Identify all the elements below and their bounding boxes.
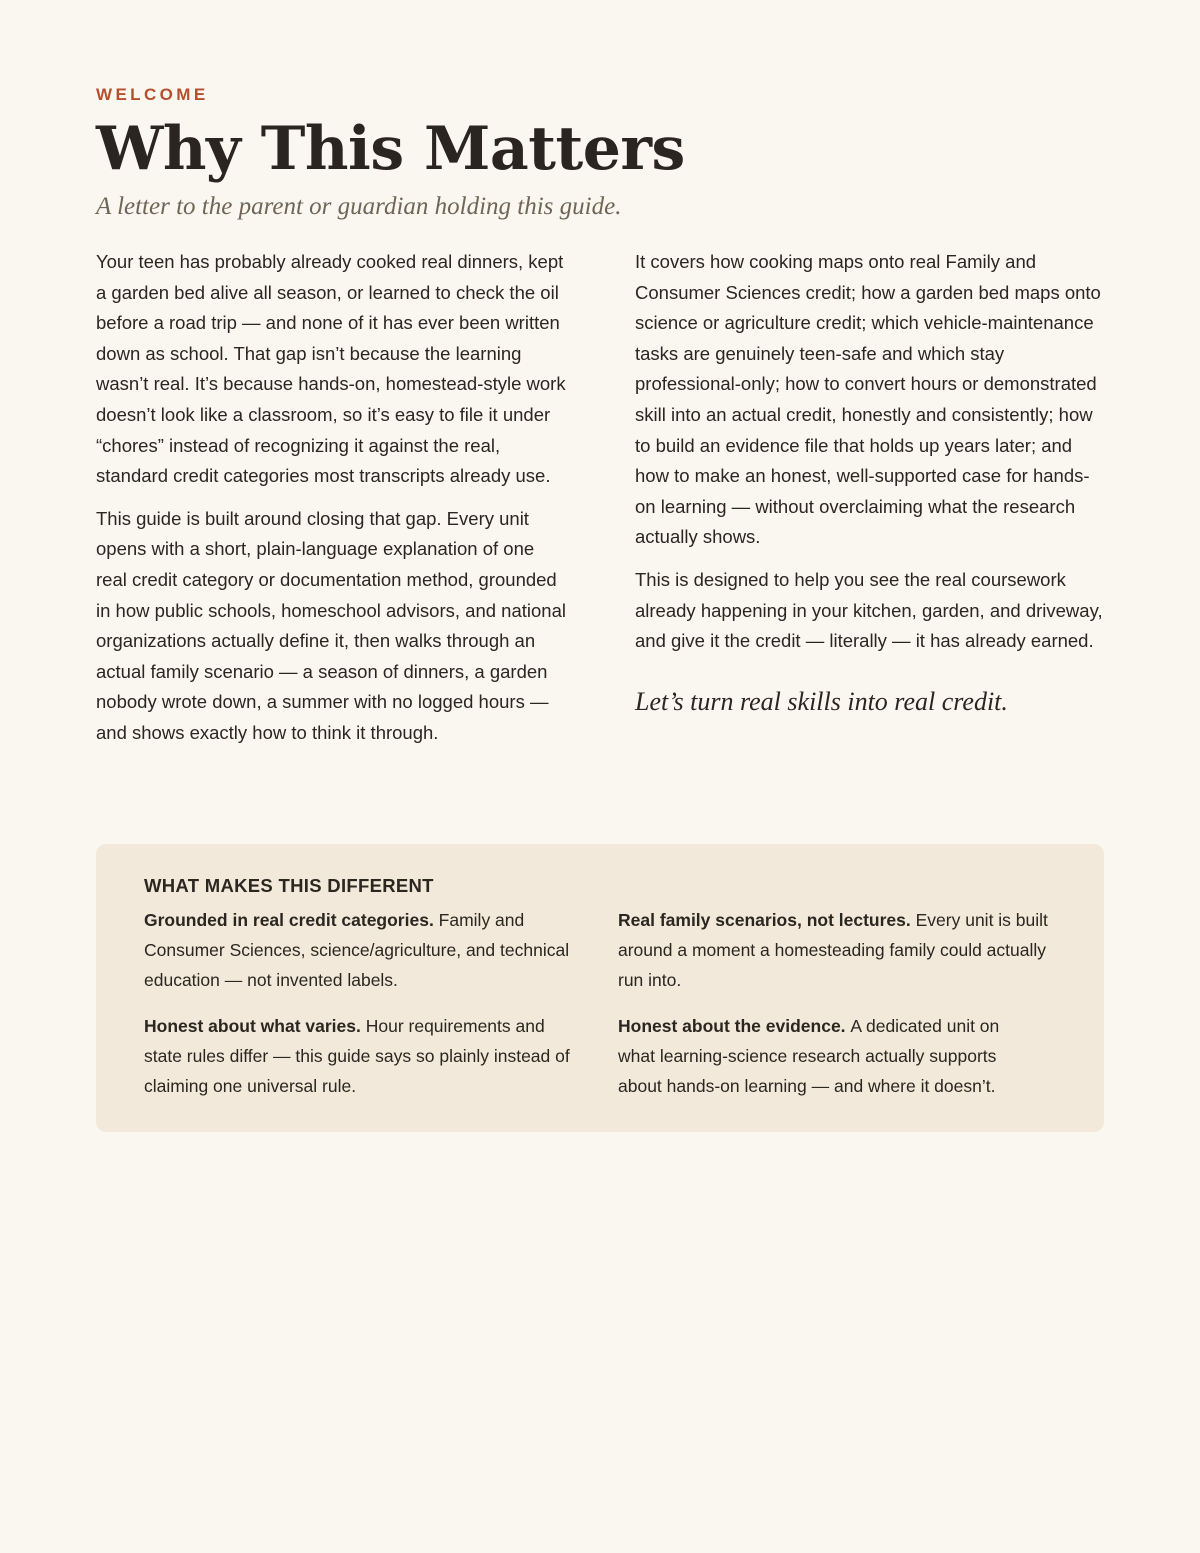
right-paragraph-1: It covers how cooking maps onto real Family and Consumer Sciences credit; how a garden bed maps onto science or agriculture credit; which vehicle-maintenance tasks are genuinely teen-safe and which stay professional-only; how to convert hours or demonstrated skill into an actual credit, honestly and consistently; how to build an evidence file that holds up years later; and how to make an honest, well-supported case for hands-on learning — without overclaiming what the research actually shows.: [635, 251, 1101, 548]
feature-item: [144, 1011, 578, 1101]
feature-text: Hour requirements and state rules differ — this guide says so plainly instead of claiming one universal rule.: [144, 1016, 570, 1096]
feature-item: [144, 905, 578, 995]
left-column: [96, 247, 568, 761]
left-paragraph-1: Your teen has probably already cooked real dinners, kept a garden bed alive all season, or learned to check the oil before a road trip — and none of it has ever been written down as school. That gap isn’t because the learning wasn’t real. It’s because hands-on, homestead-style work doesn’t look like a classroom, so it’s easy to file it under “chores” instead of recognizing it against the real, standard credit categories most transcripts already use.: [96, 251, 566, 487]
feature-text: Family and Consumer Sciences, science/agriculture, and technical education — not invented labels.: [144, 910, 570, 990]
differences-heading: WHAT MAKES THIS DIFFERENT: [144, 875, 434, 896]
page-subtitle: A letter to the parent or guardian holding this guide.: [96, 193, 622, 220]
closing-line: Let’s turn real skills into real credit.: [635, 686, 1008, 716]
left-paragraph-2: This guide is built around closing that gap. Every unit opens with a short, plain-language explanation of one real credit category or documentation method, grounded in how public schools, homeschool advisors, and national organizations actually define it, then walks through an actual family scenario — a season of dinners, a garden nobody wrote down, a summer with no logged hours — and shows exactly how to think it through.: [96, 507, 566, 743]
page-title: Why This Matters: [96, 114, 685, 184]
right-paragraph-2: This is designed to help you see the real coursework already happening in your kitchen, garden, and driveway, and give it the credit — literally — it has already earned.: [635, 568, 1103, 652]
feature-lead: Honest about what varies.: [144, 1016, 366, 1036]
feature-lead: Grounded in real credit categories.: [144, 910, 439, 930]
differences-box: [96, 844, 1104, 1132]
feature-text: Every unit is built around a moment a homesteading family could actually run into.: [618, 910, 1048, 990]
feature-lead: Real family scenarios, not lectures.: [618, 910, 916, 930]
feature-lead: Honest about the evidence.: [618, 1016, 851, 1036]
feature-text: A dedicated unit on what learning-science research actually supports about hands-on learning — and where it doesn’t.: [618, 1016, 1000, 1096]
right-column: [635, 247, 1107, 731]
feature-item: [618, 905, 1058, 995]
section-eyebrow: WELCOME: [96, 85, 209, 104]
feature-item: [618, 1011, 1038, 1101]
